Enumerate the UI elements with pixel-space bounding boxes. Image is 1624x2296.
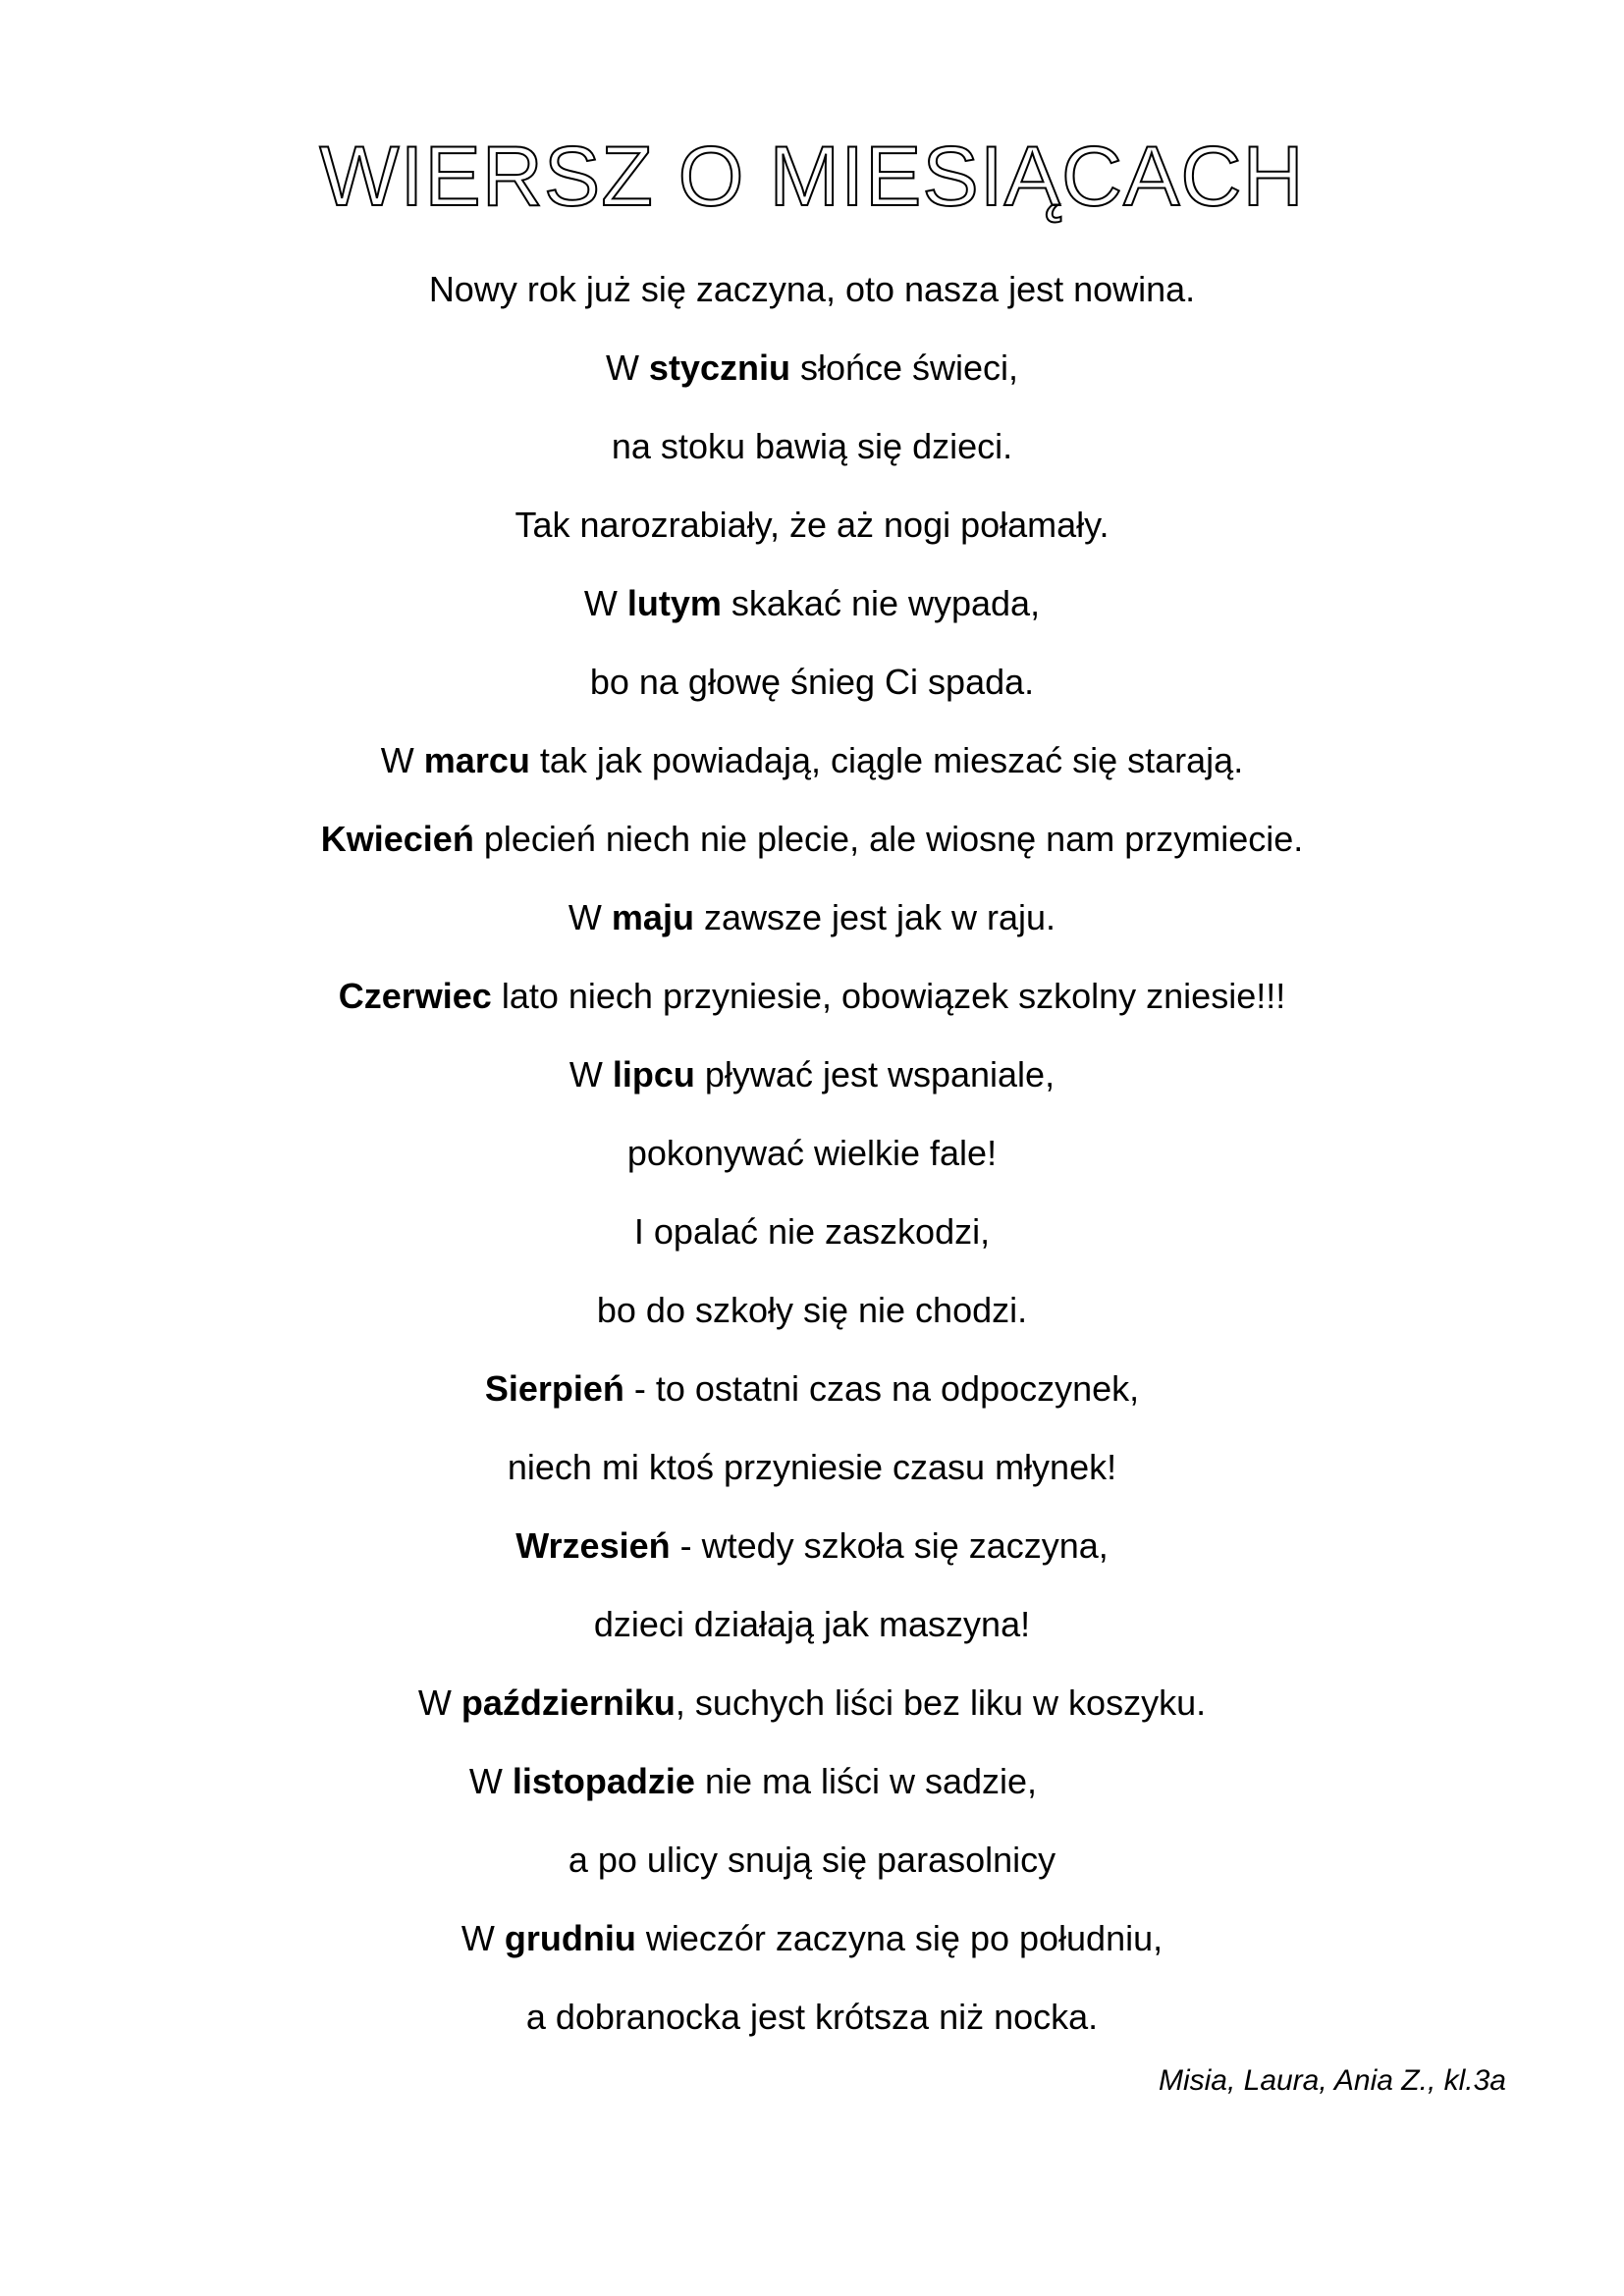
poem-line: I opalać nie zaszkodzi,: [633, 1211, 991, 1252]
month-name: październiku: [460, 1682, 676, 1723]
month-name: styczniu: [648, 347, 790, 388]
poem-line: a dobranocka jest krótsza niż nocka.: [525, 1997, 1099, 2037]
month-name: grudniu: [504, 1918, 636, 1958]
poem-line: Czerwiec lato niech przyniesie, obowiązek szkolny zniesie!!!: [338, 976, 1286, 1016]
poem-line: Tak narozrabiały, że aż nogi połamały.: [514, 505, 1110, 545]
month-name: listopadzie: [512, 1761, 695, 1801]
poem-line: dzieci działają jak maszyna!: [593, 1604, 1031, 1644]
poem-line: na stoku bawią się dzieci.: [611, 426, 1013, 466]
poem-line: Sierpień - to ostatni czas na odpoczynek,: [484, 1368, 1140, 1409]
poem-line: W październiku, suchych liści bez liku w koszyku.: [417, 1682, 1207, 1723]
poem-line: W maju zawsze jest jak w raju.: [568, 897, 1056, 937]
poem-line: Nowy rok już się zaczyna, oto nasza jest nowina.: [428, 269, 1196, 309]
month-name: lipcu: [612, 1054, 695, 1095]
poem-line: W styczniu słońce świeci,: [605, 347, 1019, 388]
month-name: Wrzesień: [515, 1525, 671, 1566]
poem-body: [0, 250, 1624, 2056]
poem-line: pokonywać wielkie fale!: [626, 1133, 998, 1173]
poem-line: W lutym skakać nie wypada,: [583, 583, 1041, 623]
poem-line: bo do szkoły się nie chodzi.: [596, 1290, 1028, 1330]
poem-line: W grudniu wieczór zaczyna się po południu,: [460, 1918, 1164, 1958]
poem-line: W listopadzie nie ma liści w sadzie,: [468, 1761, 1038, 1801]
poem-line: niech mi ktoś przyniesie czasu młynek!: [507, 1447, 1117, 1487]
month-name: Kwiecień: [320, 819, 474, 859]
poem-signature: Misia, Laura, Ania Z., kl.3a: [1158, 2064, 1506, 2097]
poem-line: W lipcu pływać jest wspaniale,: [568, 1054, 1056, 1095]
month-name: marcu: [423, 740, 530, 780]
poem-line: Wrzesień - wtedy szkoła się zaczyna,: [515, 1525, 1109, 1566]
month-name: maju: [611, 897, 694, 937]
month-name: Czerwiec: [338, 976, 492, 1016]
poem-line: Kwiecień plecień niech nie plecie, ale wiosnę nam przymiecie.: [320, 819, 1304, 859]
poem-title: WIERSZ O MIESIĄCACH: [319, 130, 1305, 224]
poem-line: a po ulicy snują się parasolnicy: [568, 1840, 1056, 1880]
poem-line: bo na głowę śnieg Ci spada.: [589, 662, 1035, 702]
month-name: lutym: [626, 583, 722, 623]
month-name: Sierpień: [484, 1368, 624, 1409]
poem-line: W marcu tak jak powiadają, ciągle mieszać się starają.: [380, 740, 1244, 780]
